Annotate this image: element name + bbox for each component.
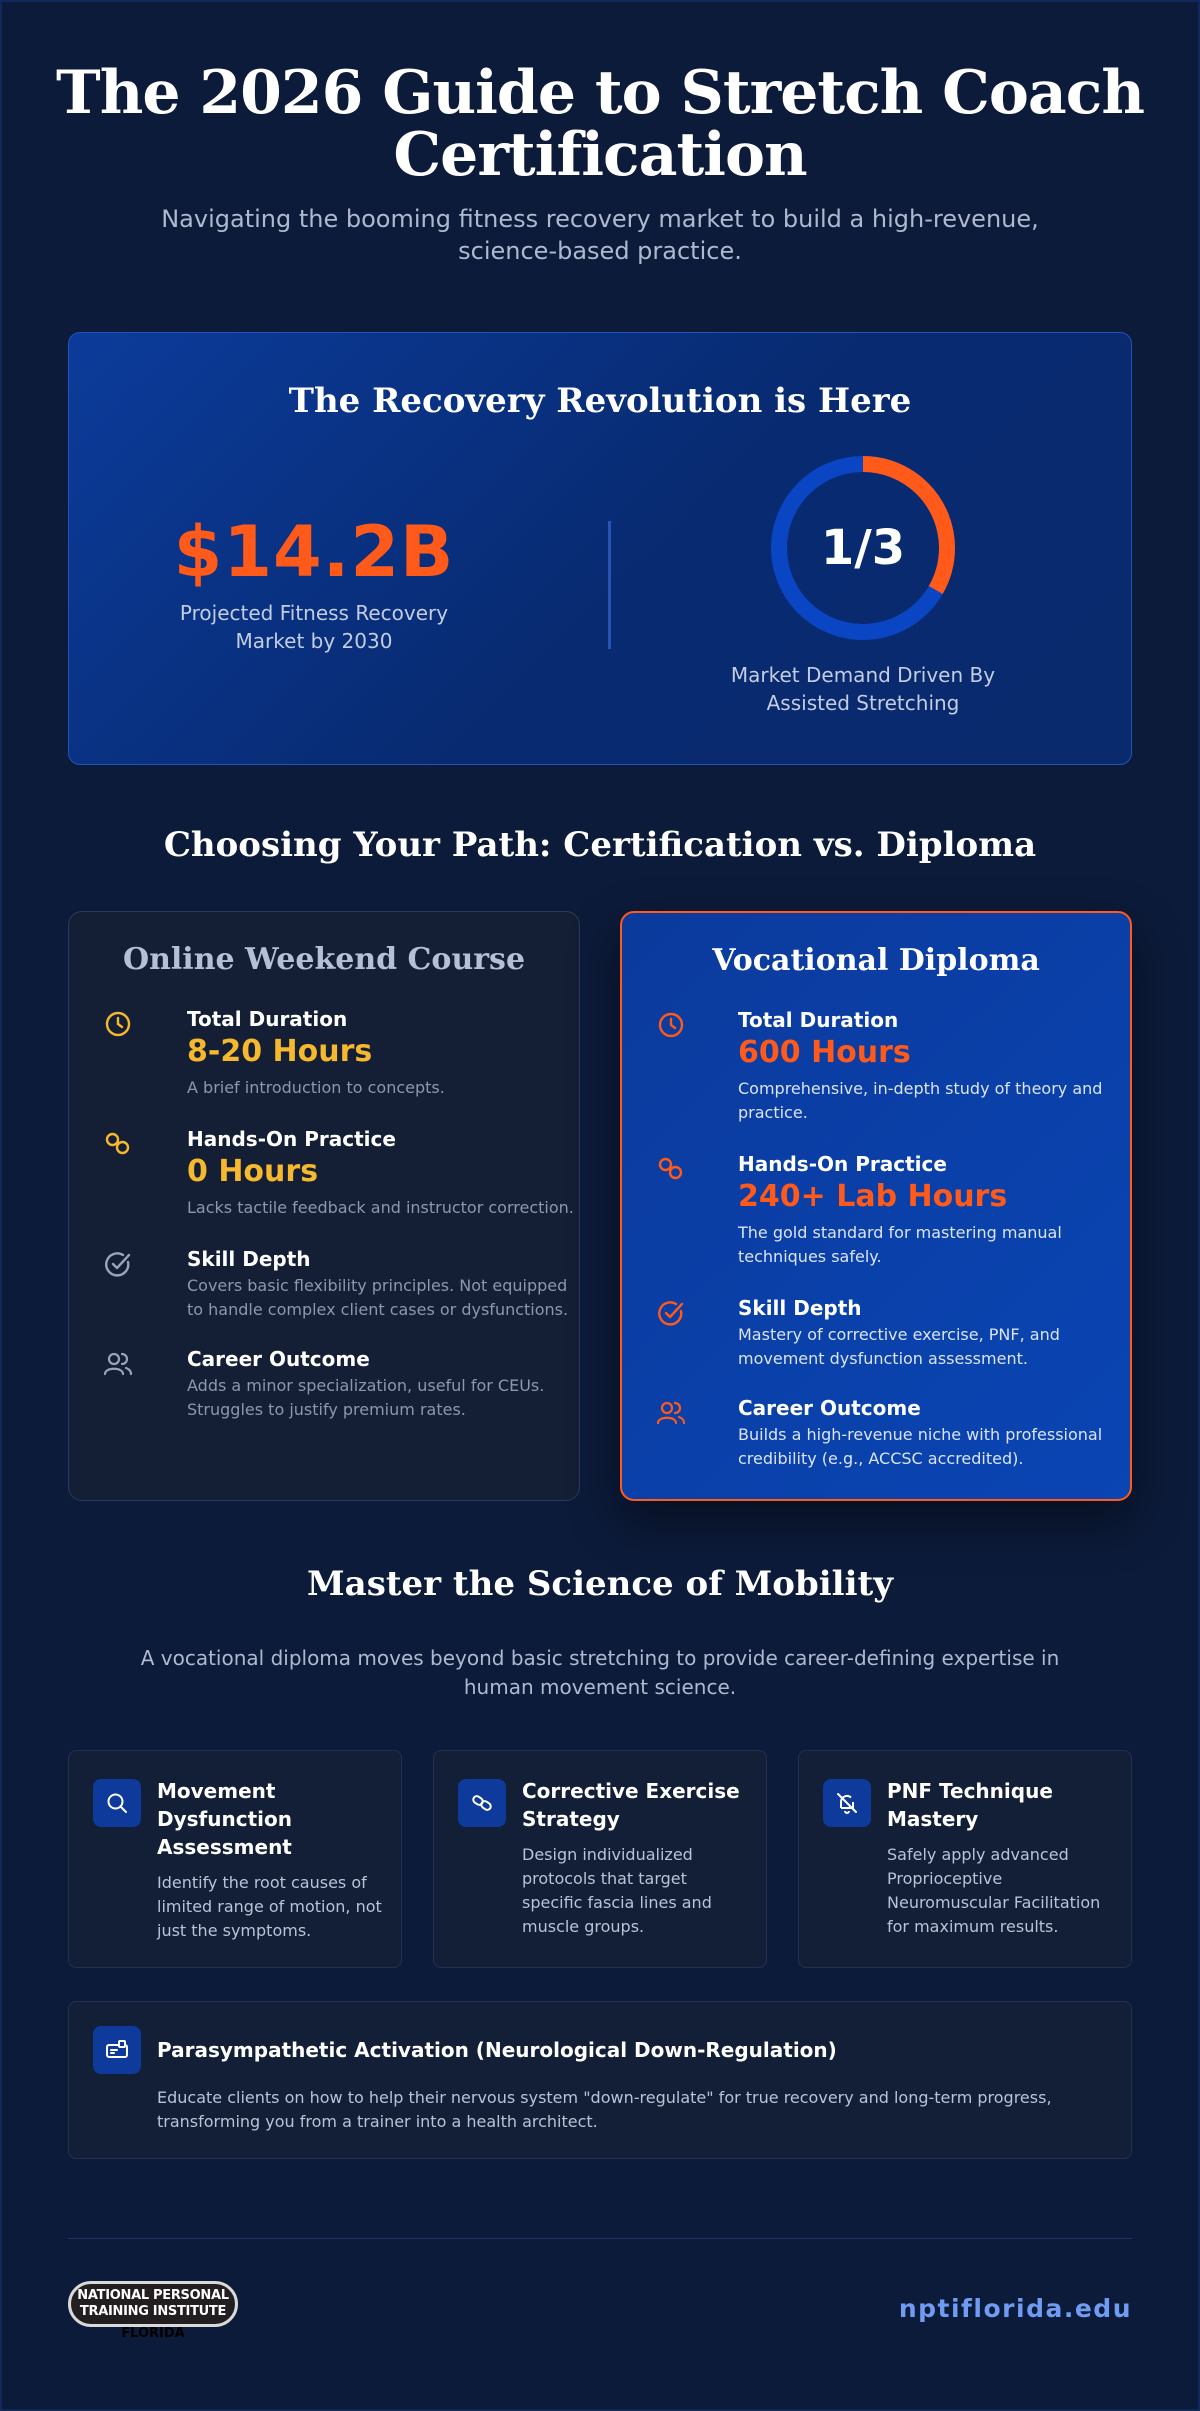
market-size-stat: $14.2B: [173, 511, 455, 593]
nervous-system-icon: [105, 2038, 129, 2062]
feature-value: 8-20 Hours: [187, 1034, 373, 1069]
donut-value: 1/3: [820, 520, 906, 576]
wide-skill-title: Parasympathetic Activation (Neurological Down-Regulation): [157, 2038, 837, 2062]
logo-line-1: NATIONAL PERSONAL: [77, 2288, 229, 2303]
feature-desc: Mastery of corrective exercise, PNF, and movement dysfunction assessment.: [738, 1325, 1060, 1368]
feature-label: Total Duration: [738, 1008, 899, 1032]
skill-icon-box: [93, 1779, 141, 1827]
online-course-title: Online Weekend Course: [122, 942, 526, 977]
skill-icon-box: [823, 1779, 871, 1827]
skill-icon-box: [93, 2026, 141, 2074]
hero-title: The Recovery Revolution is Here: [288, 381, 912, 421]
page-title-line-1: The 2026 Guide to Stretch Coach: [56, 58, 1144, 128]
skill-card-pnf: [798, 1750, 1132, 1968]
link-icon: [470, 1791, 494, 1815]
link-icon: [656, 1154, 686, 1184]
skill-card-assessment: [68, 1750, 402, 1968]
feature-desc: Lacks tactile feedback and instructor correction.: [187, 1198, 574, 1217]
feature-label: Total Duration: [187, 1007, 348, 1031]
diploma-title: Vocational Diploma: [712, 943, 1040, 978]
feature-label: Hands-On Practice: [738, 1152, 947, 1176]
npti-logo[interactable]: [68, 2281, 238, 2327]
feature-label: Skill Depth: [187, 1247, 311, 1271]
footer-url-link[interactable]: nptiflorida.edu: [898, 2294, 1132, 2323]
page-title: [0, 58, 1200, 190]
feature-label: Skill Depth: [738, 1296, 862, 1320]
footer-divider: [68, 2238, 1132, 2239]
skill-card-corrective: [433, 1750, 767, 1968]
feature-desc: A brief introduction to concepts.: [187, 1078, 445, 1097]
feature-desc: Comprehensive, in-depth study of theory and practice.: [738, 1079, 1103, 1122]
wide-skill-desc: Educate clients on how to help their nervous system "down-regulate" for true recovery and long-term progress, transforming you from a trainer into a health architect.: [157, 2088, 1052, 2131]
skill-desc: Design individualized protocols that target specific fascia lines and muscle groups.: [522, 1845, 712, 1936]
clock-icon: [103, 1009, 133, 1039]
skill-desc: Identify the root causes of limited range of motion, not just the symptoms.: [157, 1873, 382, 1940]
feature-value: 0 Hours: [187, 1154, 319, 1189]
logo-subtitle: FLORIDA: [121, 2326, 185, 2341]
skill-title: Movement Dysfunction Assessment: [157, 1779, 292, 1859]
skill-icon-box: [458, 1779, 506, 1827]
link-icon: [103, 1129, 133, 1159]
feature-desc: The gold standard for mastering manual techniques safely.: [738, 1223, 1062, 1266]
recovery-hero-card: [68, 332, 1132, 765]
bell-off-icon: [835, 1791, 859, 1815]
skill-title: PNF Technique Mastery: [887, 1779, 1053, 1831]
feature-value: 240+ Lab Hours: [738, 1179, 1008, 1214]
online-course-card: [68, 911, 580, 1501]
skill-card-parasympathetic: [68, 2001, 1132, 2159]
feature-label: Career Outcome: [187, 1347, 370, 1371]
skill-title: Corrective Exercise Strategy: [522, 1779, 740, 1831]
donut-label: Market Demand Driven By Assisted Stretching: [730, 663, 996, 715]
search-icon: [105, 1791, 129, 1815]
logo-line-2: TRAINING INSTITUTE: [79, 2304, 227, 2319]
users-icon: [656, 1398, 686, 1428]
page-title-line-2: Certification: [393, 120, 807, 190]
market-size-label: Projected Fitness Recovery Market by 2030: [179, 601, 449, 653]
feature-desc: Covers basic flexibility principles. Not equipped to handle complex client cases or dysfunctions.: [187, 1276, 569, 1319]
users-icon: [103, 1349, 133, 1379]
vocational-diploma-card: [620, 911, 1132, 1501]
mobility-subtitle: A vocational diploma moves beyond basic stretching to provide career-defining expertise in human movement science.: [140, 1646, 1060, 1699]
page-subtitle: Navigating the booming fitness recovery market to build a high-revenue, science-based practice.: [161, 205, 1039, 265]
feature-label: Career Outcome: [738, 1396, 921, 1420]
check-circle-icon: [656, 1298, 686, 1328]
skill-desc: Safely apply advanced Proprioceptive Neuromuscular Facilitation for maximum results.: [887, 1845, 1101, 1936]
clock-icon: [656, 1010, 686, 1040]
feature-label: Hands-On Practice: [187, 1127, 396, 1151]
feature-desc: Builds a high-revenue niche with professional credibility (e.g., ACCSC accredited).: [738, 1425, 1103, 1468]
hero-divider: [608, 521, 611, 649]
mobility-title: Master the Science of Mobility: [307, 1564, 893, 1604]
compare-title: Choosing Your Path: Certification vs. Diploma: [163, 825, 1037, 865]
feature-desc: Adds a minor specialization, useful for CEUs. Struggles to justify premium rates.: [187, 1376, 545, 1419]
feature-value: 600 Hours: [738, 1035, 911, 1070]
check-circle-icon: [103, 1249, 133, 1279]
